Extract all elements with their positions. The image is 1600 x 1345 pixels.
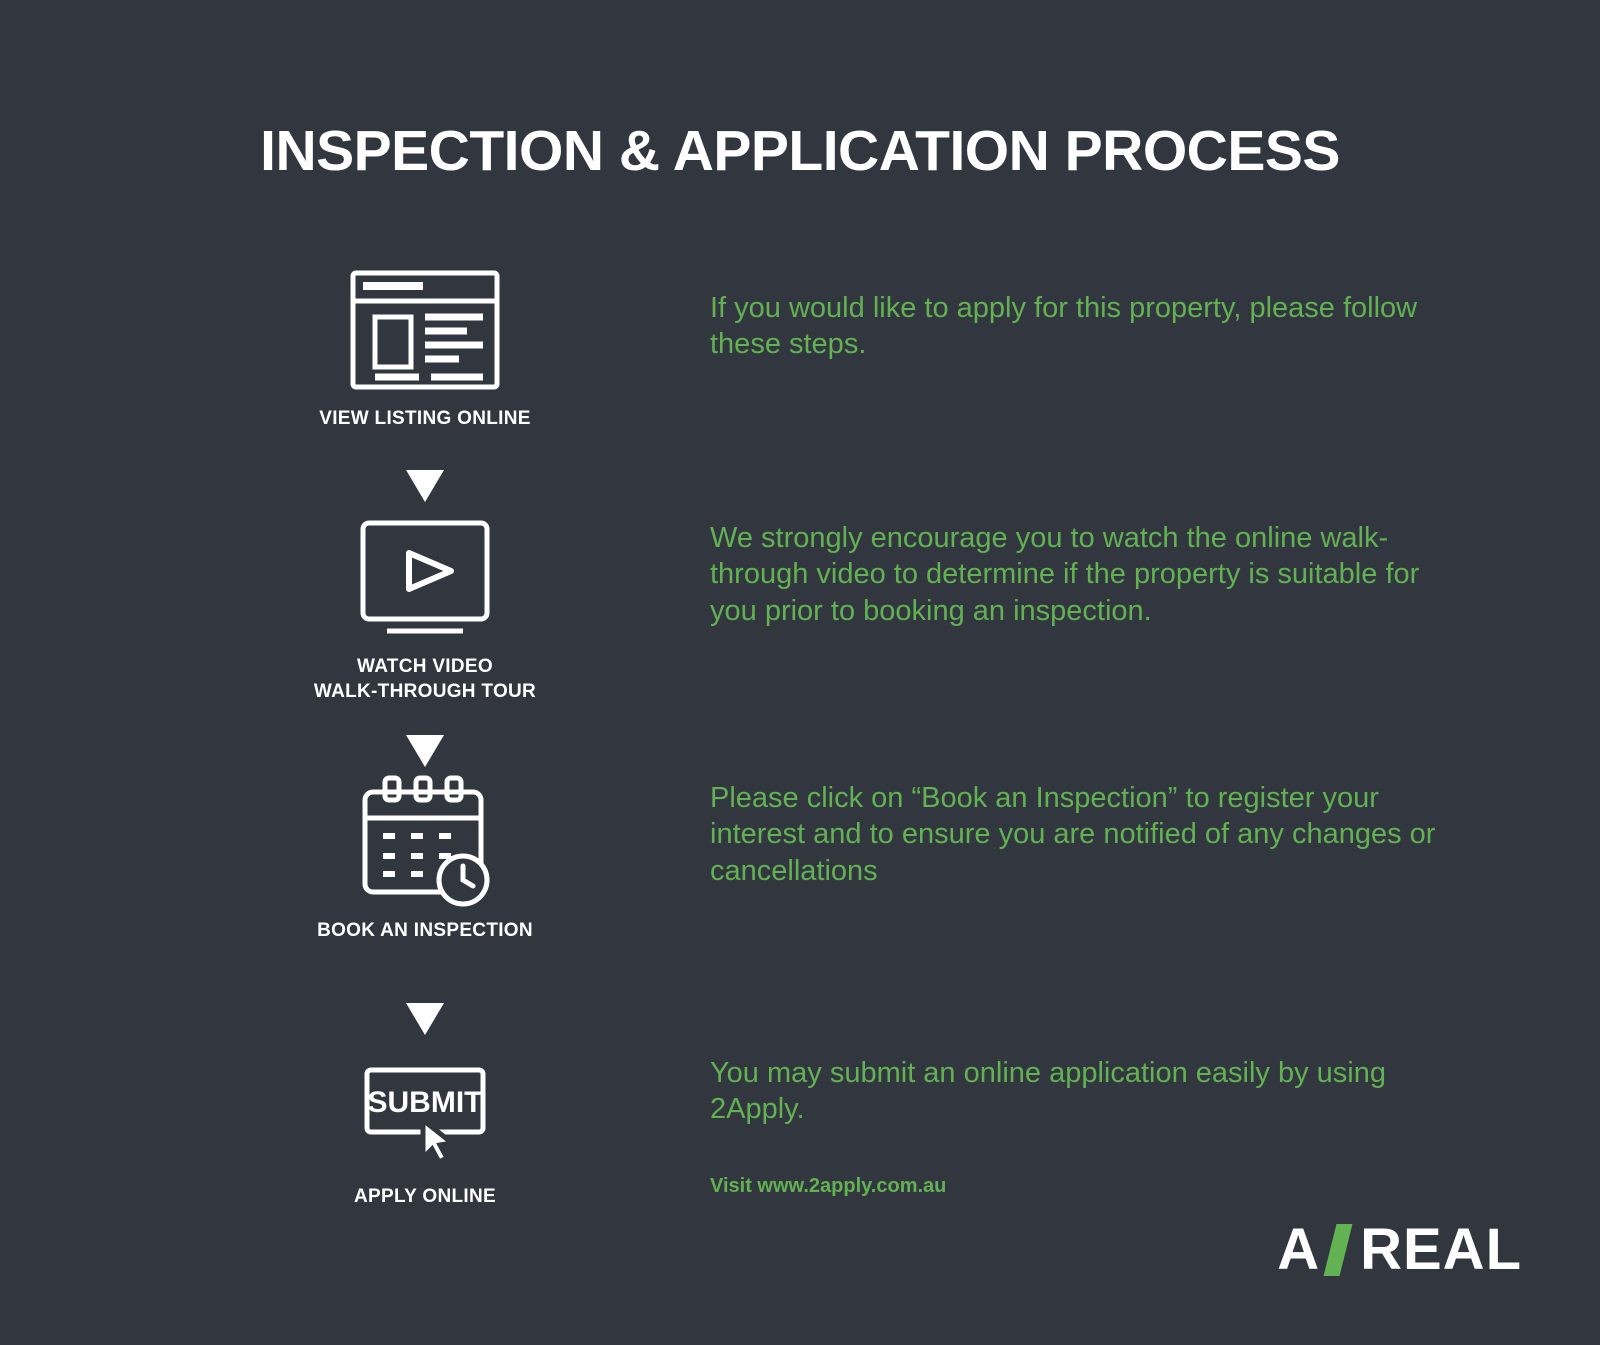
svg-text:SUBMIT: SUBMIT bbox=[367, 1086, 483, 1119]
logo-word: REAL bbox=[1360, 1217, 1522, 1282]
arrow-1-icon bbox=[300, 470, 550, 507]
description-view-listing: If you would like to apply for this property, please follow these steps. bbox=[710, 292, 1418, 361]
step-apply-online bbox=[300, 1043, 550, 1210]
arrow-3-icon bbox=[300, 1003, 550, 1040]
submit-button-cursor-icon bbox=[300, 1043, 550, 1173]
calendar-clock-icon bbox=[300, 777, 550, 907]
step-label-view-listing: VIEW LISTING ONLINE bbox=[319, 408, 531, 429]
step-view-listing bbox=[300, 265, 550, 432]
arrow-2-icon bbox=[300, 735, 550, 772]
step-label-watch-video-line1: WATCH VIDEO bbox=[357, 656, 493, 677]
logo-slash-icon bbox=[1324, 1224, 1353, 1276]
step-watch-video bbox=[300, 513, 550, 704]
step-label-apply-online: APPLY ONLINE bbox=[354, 1186, 496, 1207]
browser-listing-icon bbox=[300, 265, 550, 395]
description-watch-video: We strongly encourage you to watch the online walk-through video to determine if the property is suitable for you prior to booking an inspection. bbox=[710, 522, 1420, 627]
logo-letter-a: A bbox=[1277, 1217, 1321, 1282]
step-label-book-inspection: BOOK AN INSPECTION bbox=[317, 920, 533, 941]
description-book-inspection: Please click on “Book an Inspection” to register your interest and to ensure you are notified of any changes or cancellations bbox=[710, 782, 1436, 887]
step-label-watch-video-line2: WALK-THROUGH TOUR bbox=[313, 680, 537, 702]
brand-logo bbox=[1277, 1216, 1522, 1283]
visit-link[interactable]: Visit www.2apply.com.au bbox=[710, 1175, 947, 1197]
description-apply-online: You may submit an online application easily by using 2Apply. bbox=[710, 1057, 1387, 1126]
page-title: INSPECTION & APPLICATION PROCESS bbox=[260, 119, 1340, 183]
video-play-icon bbox=[300, 513, 550, 643]
step-book-inspection bbox=[300, 777, 550, 944]
